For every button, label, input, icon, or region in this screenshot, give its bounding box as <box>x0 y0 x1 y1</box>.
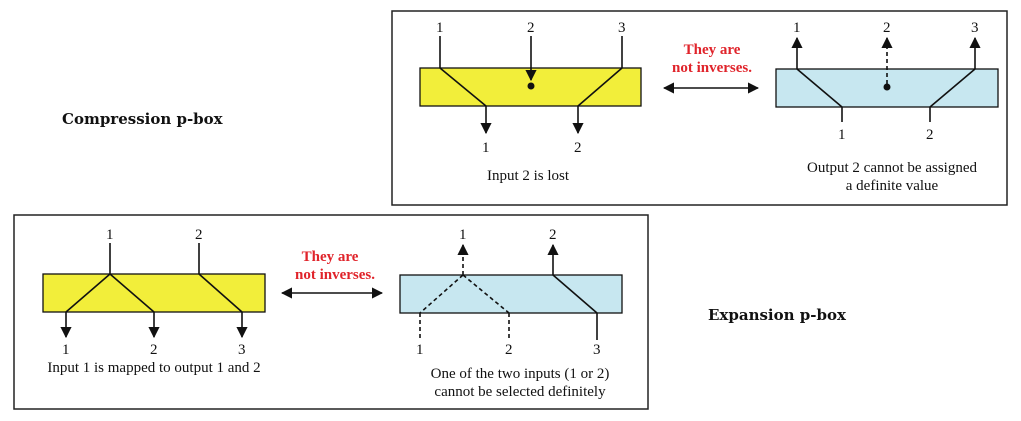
inv-caption-line2: a definite value <box>845 178 939 194</box>
compression-label: Compression p-box <box>62 110 223 128</box>
lost-input-dot <box>528 83 535 90</box>
exp-output-3: 3 <box>238 342 246 358</box>
exp-input-1: 1 <box>106 227 114 243</box>
comp-not-inverses-line2: not inverses. <box>672 60 752 76</box>
expansion-box <box>43 274 265 312</box>
exp-inv-caption-line1: One of the two inputs (1 or 2) <box>430 366 610 382</box>
exp-inv-output-1: 1 <box>459 227 467 243</box>
expansion-inverse-box <box>400 275 622 313</box>
undefined-output-dot <box>884 84 891 91</box>
comp-input-1: 1 <box>436 20 444 36</box>
exp-inv-input-3: 3 <box>593 342 601 358</box>
exp-not-inverses-line2: not inverses. <box>295 267 375 283</box>
exp-input-2: 2 <box>195 227 203 243</box>
inv-output-2: 2 <box>883 20 891 36</box>
comp-output-1: 1 <box>482 140 490 156</box>
inv-output-3: 3 <box>971 20 979 36</box>
comp-input-2: 2 <box>527 20 535 36</box>
exp-output-1: 1 <box>62 342 70 358</box>
inv-output-1: 1 <box>793 20 801 36</box>
exp-inv-caption-line2: cannot be selected definitely <box>434 384 606 400</box>
expansion-panel <box>14 215 648 409</box>
exp-output-2: 2 <box>150 342 158 358</box>
exp-caption: Input 1 is mapped to output 1 and 2 <box>47 360 261 376</box>
expansion-label: Expansion p-box <box>708 306 846 324</box>
exp-inv-input-1: 1 <box>416 342 424 358</box>
inv-input-2: 2 <box>926 127 934 143</box>
exp-not-inverses-line1: They are <box>301 249 359 265</box>
comp-output-2: 2 <box>574 140 582 156</box>
comp-input-3: 3 <box>618 20 626 36</box>
comp-not-inverses-line1: They are <box>683 42 741 58</box>
exp-inv-input-2: 2 <box>505 342 513 358</box>
compression-panel <box>392 11 1007 205</box>
inv-caption-line1: Output 2 cannot be assigned <box>807 160 977 176</box>
exp-inv-output-2: 2 <box>549 227 557 243</box>
inv-input-1: 1 <box>838 127 846 143</box>
comp-caption: Input 2 is lost <box>486 168 570 184</box>
